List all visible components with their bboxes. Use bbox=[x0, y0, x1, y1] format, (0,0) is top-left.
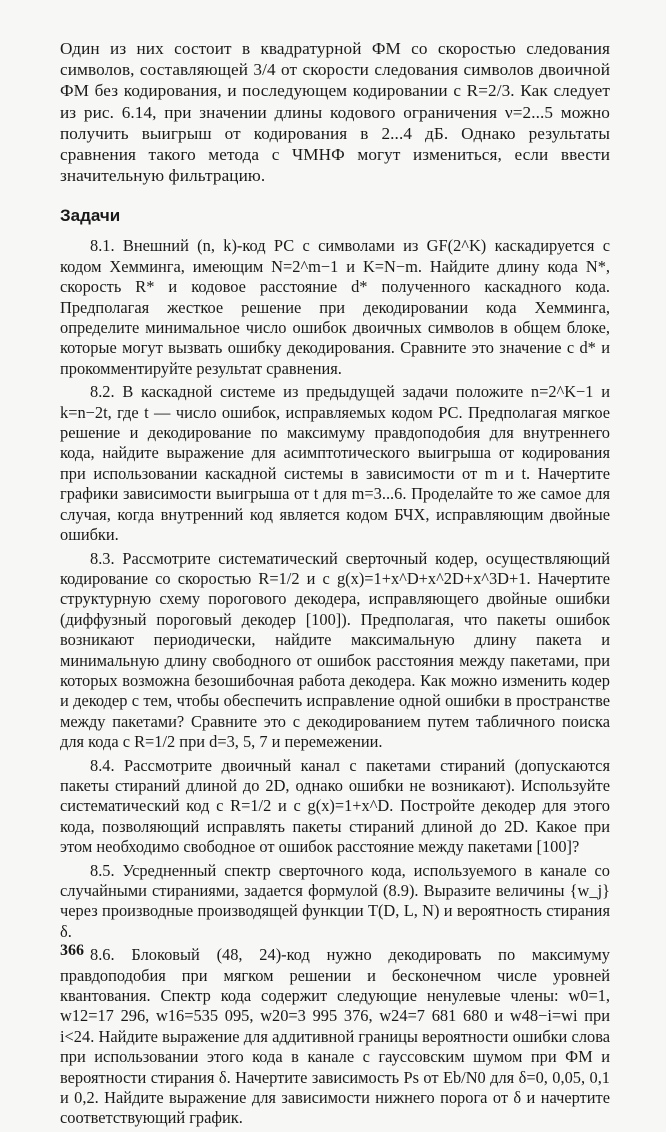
intro-paragraph: Один из них состоит в квадратурной ФМ со скоростью следования символов, составляющей 3/4 от скорости следования символов двоичной ФМ без кодирования, и последующем кодировании с R=2/3. Как следует из рис. 6.14, при значении длины кодового ограничения ν=2...5 можно получить выигрыш от кодирования в 2...4 дБ. Однако результаты сравнения такого метода с ЧМНФ могут измениться, если ввести значительную фильтрацию. bbox=[60, 39, 610, 186]
problem-8-1: 8.1. Внешний (n, k)-код РС с символами из GF(2^K) каскадируется с кодом Хемминга, имеющим N=2^m−1 и K=N−m. Найдите длину кода N*, скорость R* и кодовое расстояние d* полученного каскадного кода. Предполагая жесткое решение при декодировании кода Хемминга, определите минимальное число ошибок двоичных символов в общем блоке, которые могут вызвать ошибку декодирования. Сравните это значение с d* и прокомментируйте результат сравнения. bbox=[60, 236, 610, 378]
section-heading: Задачи bbox=[60, 206, 121, 226]
page-body bbox=[60, 38, 610, 1132]
problem-8-6: 8.6. Блоковый (48, 24)-код нужно декодировать по максимуму правдоподобия при мягком решении и бесконечном числе уровней квантования. Спектр кода содержит следующие ненулевые члены: w0=1, w12=17 296, w16=535 095, w20=3 995 376, w24=7 681 680 и w48−i=wi при i<24. Найдите выражение для аддитивной границы вероятности ошибки слова при использовании этого кода в канале с гауссовским шумом при ФМ и вероятности стирания δ. Начертите зависимость Ps от Eb/N0 для δ=0, 0,05, 0,1 и 0,2. Найдите выражение для зависимости нижнего порога от δ и начертите соответствующий график. bbox=[60, 945, 610, 1128]
problem-8-3: 8.3. Рассмотрите систематический сверточный кодер, осуществляющий кодирование со скоростью R=1/2 и с g(x)=1+x^D+x^2D+x^3D+1. Начертите структурную схему порогового декодера, исправляющего двойные ошибки (диффузный пороговый декодер [100]). Предполагая, что пакеты ошибок возникают периодически, найдите максимальную длину пакета и минимальную длину свободного от ошибок расстояния между пакетами, при которых возможна безошибочная работа декодера. Как можно изменить кодер и декодер с тем, чтобы обеспечить исправление одной ошибки в пространстве между пакетами? Сравните это с декодированием путем табличного поиска для кода с R=1/2 при d=3, 5, 7 и перемежении. bbox=[60, 548, 610, 752]
problem-8-2: 8.2. В каскадной системе из предыдущей задачи положите n=2^K−1 и k=n−2t, где t — число ошибок, исправляемых кодом РС. Предполагая мягкое решение и декодирование по максимуму правдоподобия для внутреннего кода, найдите выражение для асимптотического выигрыша от кодирования при использовании каскадной системы в зависимости от m и t. Начертите графики зависимости выигрыша от t для m=3...6. Проделайте то же самое для случая, когда внутренний код является кодом БЧХ, исправляющим двойные ошибки. bbox=[60, 382, 610, 545]
page-number: 366 bbox=[60, 942, 84, 959]
problem-8-5: 8.5. Усредненный спектр сверточного кода, используемого в канале со случайными стираниями, задается формулой (8.9). Выразите величины {w_j} через производные производящей функции T(D, L, N) и вероятность стирания δ. bbox=[60, 860, 610, 941]
problem-8-4: 8.4. Рассмотрите двоичный канал с пакетами стираний (допускаются пакеты стираний длиной до 2D, однако ошибки не возникают). Используйте систематический код с R=1/2 и с g(x)=1+x^D. Постройте декодер для этого кода, позволяющий исправлять пакеты стираний длиной до 2D. Какое при этом необходимо свободное от ошибок расстояние между пакетами [100]? bbox=[60, 755, 610, 857]
